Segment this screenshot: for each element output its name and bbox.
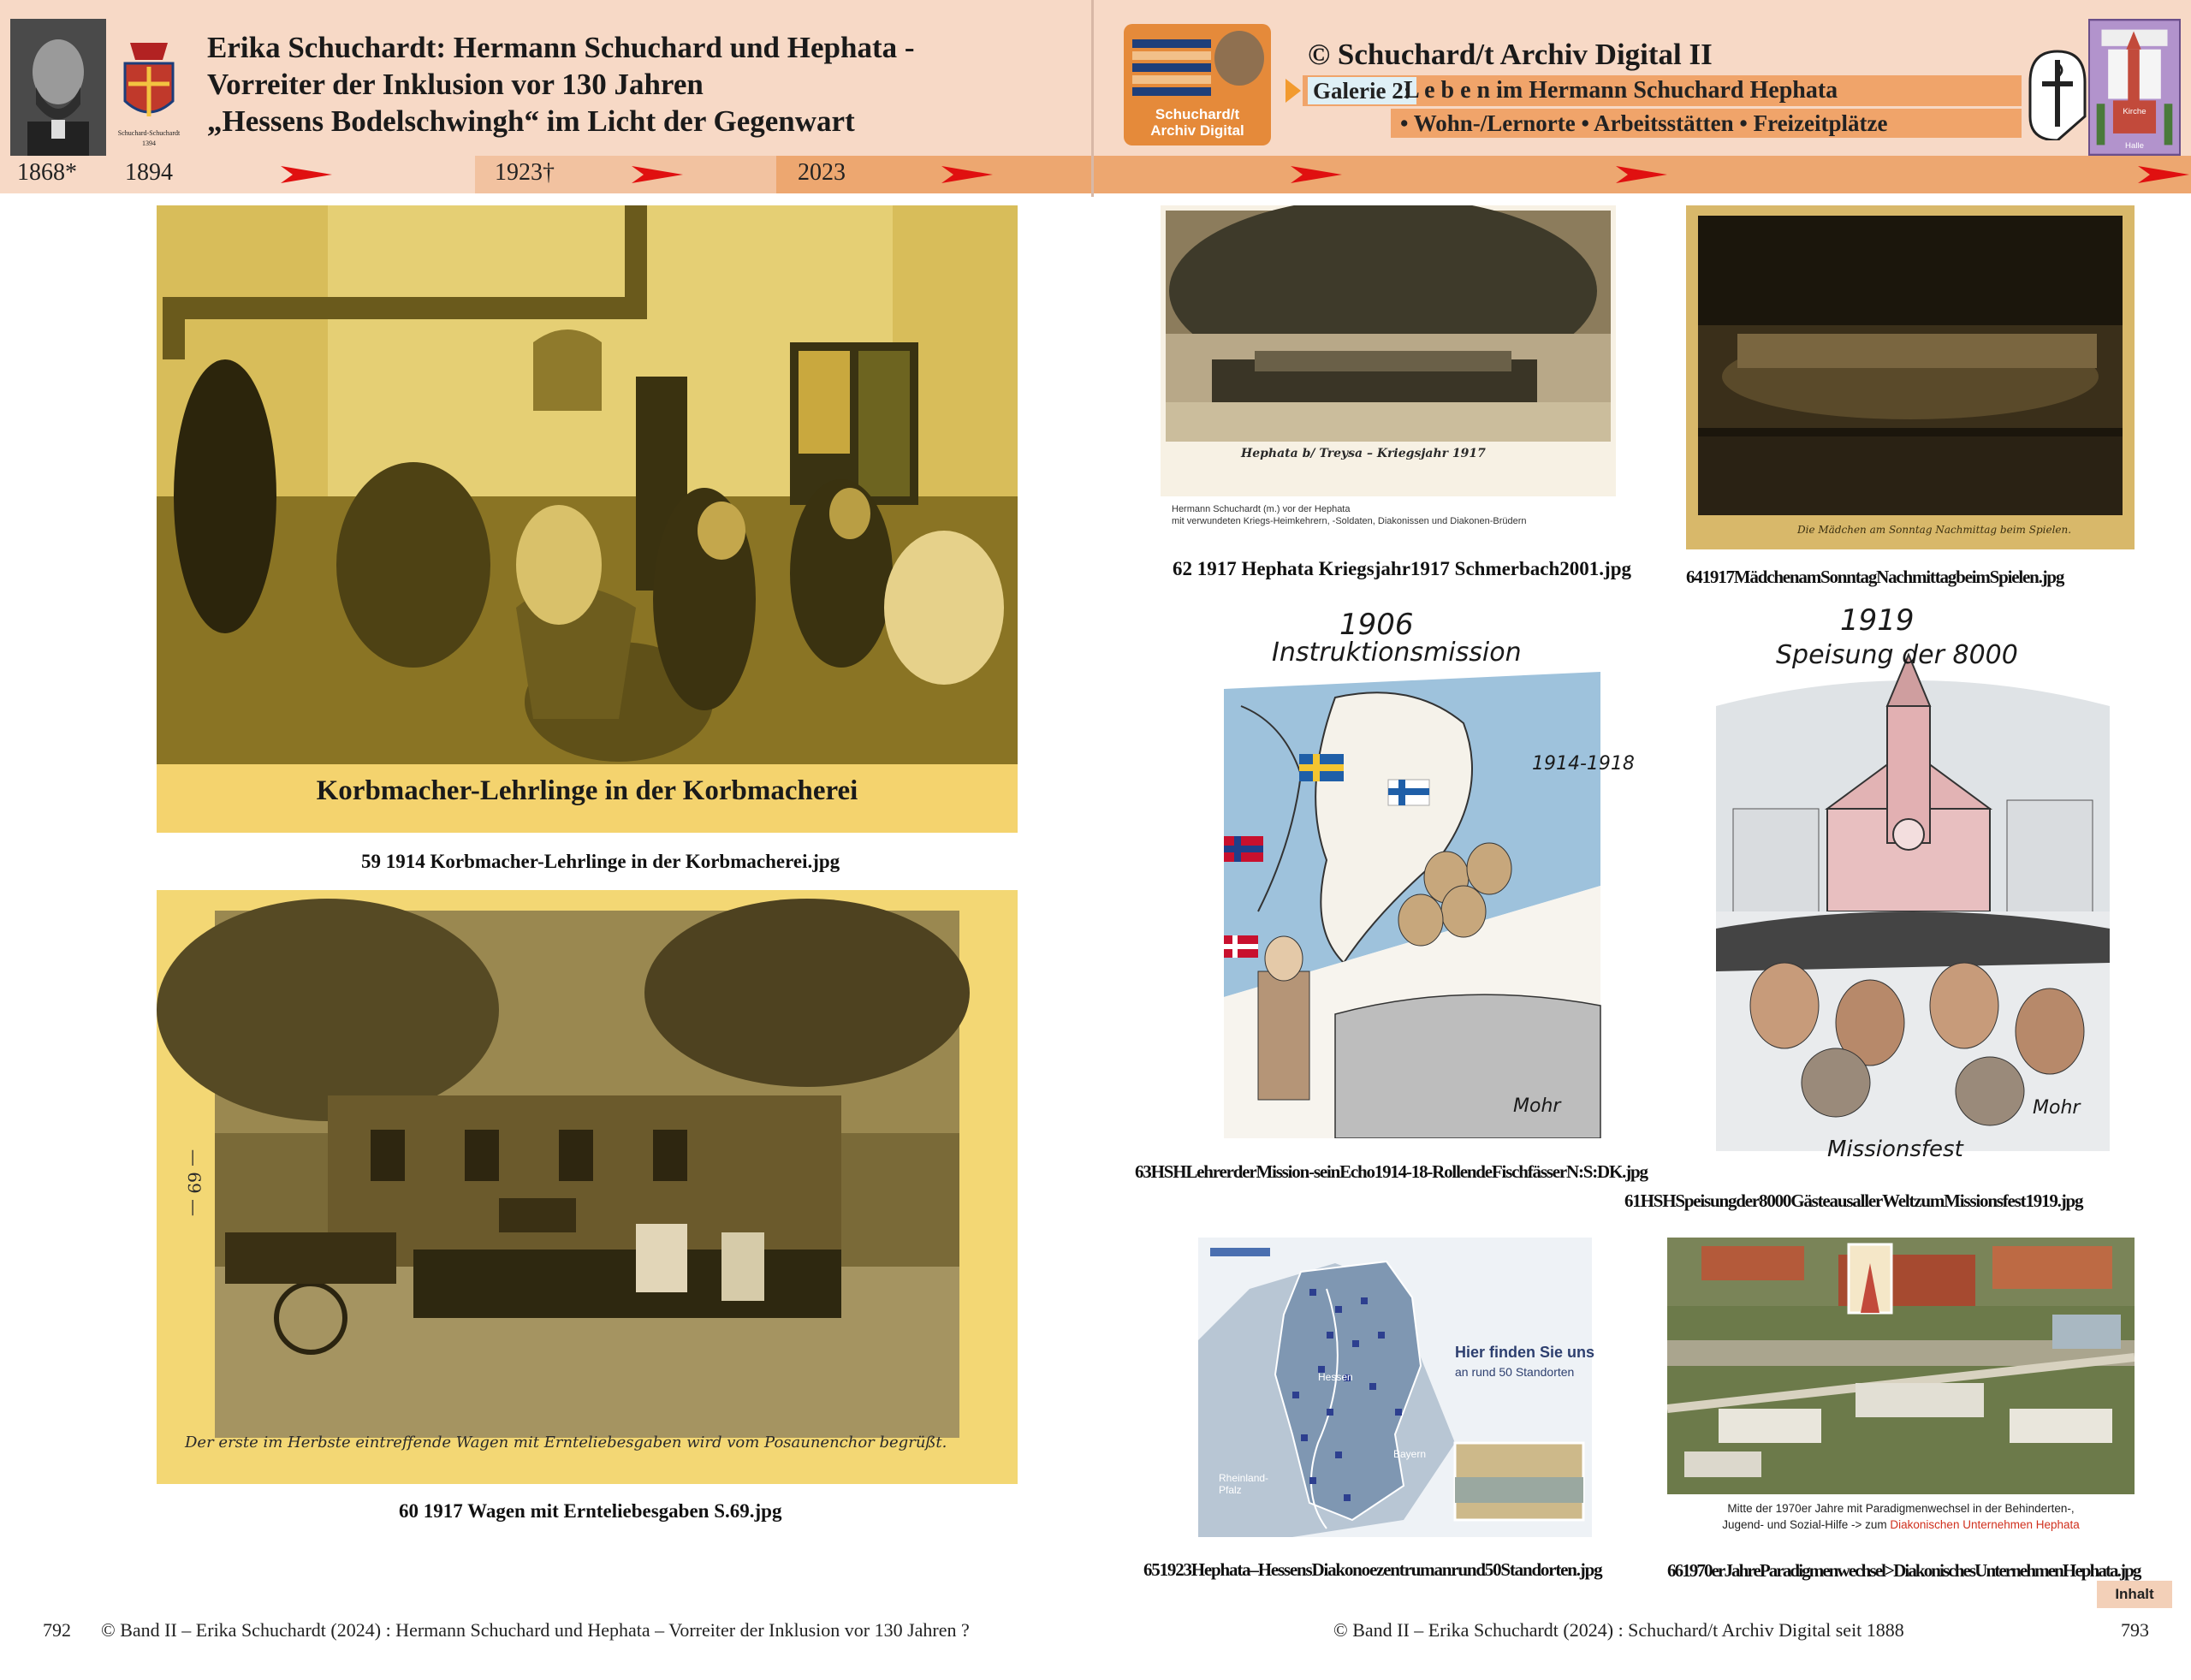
photo-maedchen-spielen[interactable]: [1686, 205, 2135, 549]
photo-korbmacher[interactable]: [157, 205, 1018, 764]
sketch-signature: Mohr: [2033, 1097, 2081, 1119]
photo-aerial-hephata[interactable]: [1667, 1238, 2135, 1494]
sketch-war-years: 1914-1918: [1532, 753, 1635, 775]
timeline-arrow-icon: [941, 163, 993, 187]
photo-erntewagen[interactable]: [157, 890, 1018, 1484]
timeline-arrow-icon: [2138, 163, 2189, 187]
photo-caption: 59 1914 Korbmacher-Lehrlinge in der Korbmacherei.jpg: [361, 851, 840, 872]
title-line-1: Erika Schuchardt: Hermann Schuchard und Hephata -: [207, 31, 915, 64]
sketch-speisung-8000[interactable]: [1716, 603, 2110, 1151]
photo-caption: 61HSHSpeisungder8000GästeausallerWeltzumMissionsfest1919.jpg: [1624, 1190, 2083, 1211]
photo-small-caption: Hermann Schuchardt (m.) vor der Hephata mit verwundeten Kriegs-Heimkehrern, -Soldaten, Diakonissen und Diakonen-Brüdern: [1172, 504, 1527, 526]
map-subheading: an rund 50 Standorten: [1455, 1365, 1575, 1379]
hephata-cross-icon: [2028, 48, 2087, 140]
map-label-rlp: Rheinland- Pfalz: [1219, 1472, 1269, 1496]
author-portrait: [10, 19, 106, 156]
photo-caption: 63HSHLehrerderMission-seinEcho1914-18-RollendeFischfässerN:S:DK.jpg: [1135, 1161, 1648, 1182]
photo-inscription: Die Mädchen am Sonntag Nachmittag beim Spielen.: [1797, 524, 2072, 536]
photo-caption: 661970erJahreParadigmenwechsel>DiakonischesUnternehmenHephata.jpg: [1667, 1560, 2141, 1581]
timeline-year-2023: 2023: [798, 159, 846, 186]
archive-logo-label: Schuchard/t Archiv Digital: [1150, 106, 1244, 139]
crest-year: 1394: [142, 140, 156, 147]
timeline-year-1894: 1894: [125, 159, 173, 186]
archive-title: © Schuchard/t Archiv Digital II: [1308, 38, 1713, 71]
photo-page-number: — 69 —: [184, 1149, 205, 1217]
timeline-year-birth: 1868*: [17, 159, 77, 186]
galerie-label: Galerie 2:: [1308, 77, 1416, 104]
photo-strip-title: Korbmacher-Lehrlinge in der Korbmacherei: [316, 775, 858, 806]
timeline-year-death: 1923†: [495, 159, 555, 186]
sketch-bottom-label: Missionsfest: [1827, 1137, 1963, 1162]
map-label-hessen: Hessen: [1318, 1371, 1353, 1383]
crest-label: Schuchard-Schuchardt: [117, 129, 181, 137]
page-number-left: 792: [43, 1619, 71, 1641]
sketch-year: 1919: [1840, 603, 1915, 638]
book-cover-thumbnail[interactable]: [2088, 19, 2181, 156]
archive-logo[interactable]: [1124, 24, 1271, 145]
photo-inner-caption: Der erste im Herbste eintreffende Wagen mit Ernteliebesgaben wird vom Posaunenchor begrüßt.: [185, 1434, 947, 1451]
photo-caption: 651923Hephata–HessensDiakonoezentrumanrund50Standorten.jpg: [1143, 1559, 1602, 1580]
book-label-bottom: Halle: [2125, 141, 2144, 151]
footer-right-text: © Band II – Erika Schuchardt (2024) : Schuchard/t Archiv Digital seit 1888: [1333, 1619, 1904, 1641]
book-label-top: Kirche: [2123, 106, 2146, 116]
sketch-title: Instruktionsmission: [1272, 638, 1522, 668]
photo-caption: 60 1917 Wagen mit Ernteliebesgaben S.69.jpg: [399, 1500, 782, 1522]
page-title: [207, 29, 1072, 140]
aerial-caption-highlight: Diakonischen Unternehmen Hephata: [1890, 1518, 2080, 1531]
timeline-arrow-icon: [1616, 163, 1667, 187]
photo-caption: 641917MädchenamSonntagNachmittagbeimSpielen.jpg: [1686, 567, 2064, 587]
timeline-arrow-icon: [1291, 163, 1342, 187]
map-heading: Hier finden Sie uns: [1455, 1344, 1595, 1361]
title-line-2: Vorreiter der Inklusion vor 130 Jahren: [207, 68, 704, 101]
footer-left-text: © Band II – Erika Schuchardt (2024) : Hermann Schuchard und Hephata – Vorreiter der Inklusion vor 130 Jahren ?: [101, 1619, 970, 1641]
sketch-year: 1906: [1339, 608, 1414, 642]
timeline-arrow-icon: [632, 163, 683, 187]
galerie-categories: • Wohn-/Lernorte • Arbeitsstätten • Freizeitplätze: [1400, 110, 1888, 136]
inhalt-button[interactable]: Inhalt: [2097, 1581, 2172, 1608]
galerie-title: L e b e n im Hermann Schuchard Hephata: [1404, 77, 1838, 104]
photo-inscription: Hephata b/ Treysa – Kriegsjahr 1917: [1241, 447, 1486, 460]
sketch-signature: Mohr: [1513, 1095, 1561, 1117]
aerial-caption: Mitte der 1970er Jahre mit Paradigmenwechsel in der Behinderten-, Jugend- und Sozial-Hilfe -> zum Diakonischen Unternehmen Hephata: [1722, 1502, 2080, 1531]
photo-caption: 62 1917 Hephata Kriegsjahr1917 Schmerbach2001.jpg: [1173, 558, 1632, 579]
sketch-title: Speisung der 8000: [1776, 640, 2018, 670]
galerie-arrow-icon: [1284, 77, 1303, 104]
map-label-bayern: Bayern: [1393, 1448, 1427, 1460]
timeline-arrow-icon: [281, 163, 332, 187]
sketch-instruktionsmission[interactable]: [1207, 603, 1618, 1138]
books-icon: [1132, 36, 1211, 101]
title-line-3: „Hessens Bodelschwingh“ im Licht der Gegenwart: [207, 104, 855, 138]
family-crest-icon: [113, 34, 185, 152]
archive-portrait-icon: [1214, 31, 1264, 86]
page-number-right: 793: [2121, 1619, 2149, 1641]
